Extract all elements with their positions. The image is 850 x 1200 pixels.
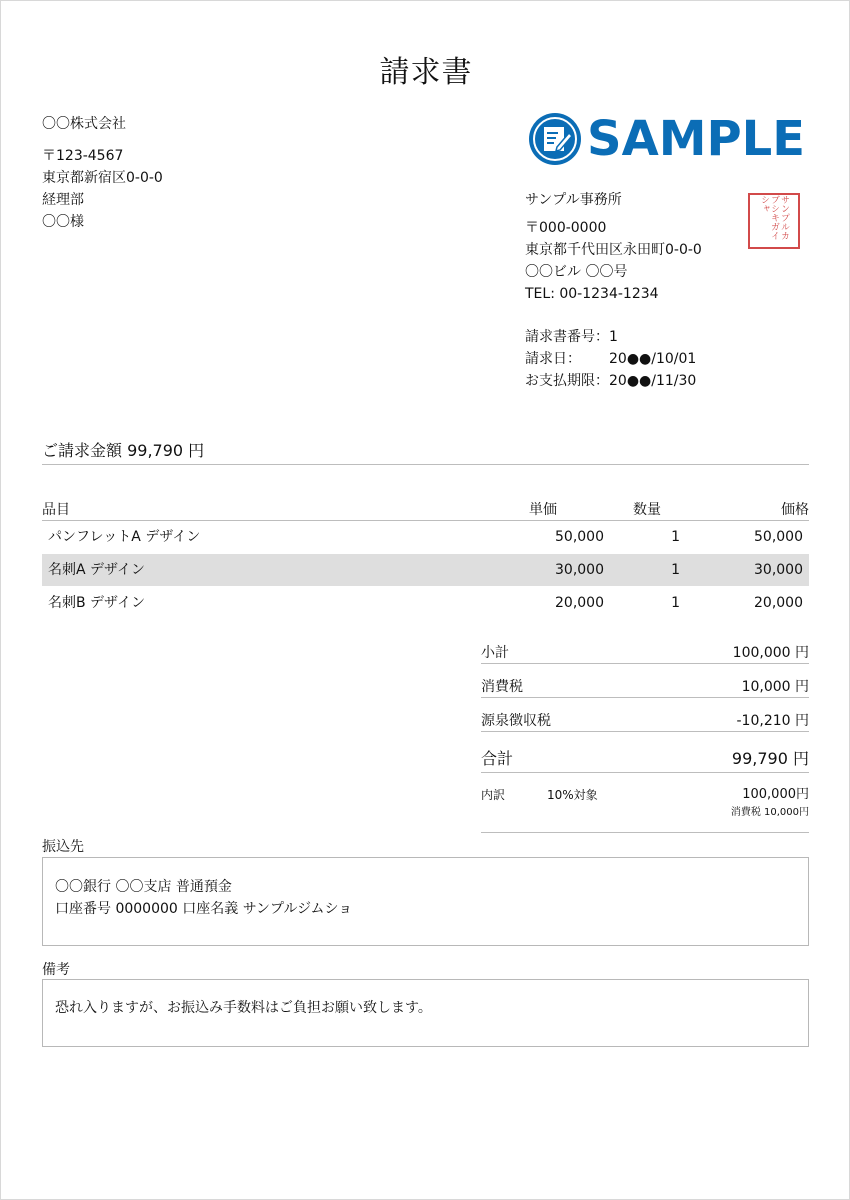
grand-total-label: 合計	[481, 749, 514, 768]
sender-building: 〇〇ビル 〇〇号	[525, 264, 628, 280]
notes-box	[42, 979, 809, 1047]
table-row	[42, 554, 809, 586]
bank-line-2: 口座番号 0000000 口座名義 サンプルジムショ	[55, 901, 353, 917]
bank-label: 振込先	[42, 839, 84, 855]
sender-name: サンプル事務所	[525, 192, 622, 208]
breakdown-tax: 消費税 10,000円	[730, 807, 809, 818]
invoice-date-label: 請求日：	[525, 351, 581, 367]
subtotal-value: 100,000 円	[732, 645, 809, 661]
breakdown-amount: 100,000円	[742, 787, 809, 802]
withholding-value: -10,210 円	[736, 713, 809, 729]
breakdown-label: 内訳	[481, 788, 506, 802]
withholding-label: 源泉徴収税	[481, 713, 551, 729]
row-price: 50,000	[754, 529, 803, 545]
sender-tel: TEL: 00-1234-1234	[525, 286, 659, 302]
invoice-due: 20●●/11/30	[609, 373, 697, 389]
bank-line-1: 〇〇銀行 〇〇支店 普通預金	[55, 879, 232, 895]
recipient-postal: 〒123-4567	[42, 148, 124, 164]
invoice-number: 1	[609, 329, 618, 345]
row-unit-price: 30,000	[555, 562, 604, 578]
recipient-company: 〇〇株式会社	[42, 116, 126, 132]
table-row	[42, 521, 809, 553]
recipient-department: 経理部	[42, 192, 84, 208]
row-unit-price: 50,000	[555, 529, 604, 545]
invoice-number-row	[525, 326, 618, 348]
col-header-price: 価格	[781, 502, 809, 518]
document-pen-icon	[527, 111, 583, 167]
tax-value: 10,000 円	[741, 679, 809, 695]
invoice-date: 20●●/10/01	[609, 351, 697, 367]
billing-total-line: ご請求金額 99,790 円	[42, 441, 205, 460]
divider	[481, 832, 809, 833]
recipient-name: 〇〇様	[42, 214, 84, 230]
logo-text: SAMPLE	[587, 111, 806, 167]
invoice-due-label: お支払期限：	[525, 373, 609, 389]
table-row	[42, 587, 809, 619]
divider	[481, 663, 809, 664]
divider	[481, 772, 809, 773]
divider	[42, 464, 809, 465]
row-price: 30,000	[754, 562, 803, 578]
row-item: パンフレットA デザイン	[48, 529, 201, 545]
subtotal-label: 小計	[481, 645, 509, 661]
breakdown-rate: 10%対象	[547, 788, 598, 802]
divider	[481, 697, 809, 698]
sender-postal: 〒000-0000	[525, 220, 607, 236]
row-item: 名刺B デザイン	[48, 595, 146, 611]
col-header-unit-price: 単価	[529, 502, 557, 518]
col-header-qty: 数量	[633, 502, 661, 518]
seal-text: サンプルカブシキガイシャ	[759, 195, 789, 240]
row-qty: 1	[671, 529, 680, 545]
page-title: 請求書	[379, 55, 473, 90]
row-item: 名刺A デザイン	[48, 562, 146, 578]
recipient-address: 東京都新宿区0-0-0	[42, 170, 163, 186]
row-qty: 1	[671, 595, 680, 611]
row-unit-price: 20,000	[555, 595, 604, 611]
tax-label: 消費税	[481, 679, 523, 695]
notes-text: 恐れ入りますが、お振込み手数料はご負担お願い致します。	[55, 1000, 432, 1016]
sender-address: 東京都千代田区永田町0-0-0	[525, 242, 702, 258]
row-price: 20,000	[754, 595, 803, 611]
bank-box	[42, 857, 809, 946]
col-header-item: 品目	[42, 502, 70, 518]
company-seal	[748, 193, 800, 249]
divider	[481, 731, 809, 732]
notes-label: 備考	[42, 962, 70, 978]
grand-total-value: 99,790 円	[731, 749, 809, 768]
row-qty: 1	[671, 562, 680, 578]
invoice-number-label: 請求書番号：	[525, 329, 609, 345]
sample-logo	[527, 111, 806, 167]
